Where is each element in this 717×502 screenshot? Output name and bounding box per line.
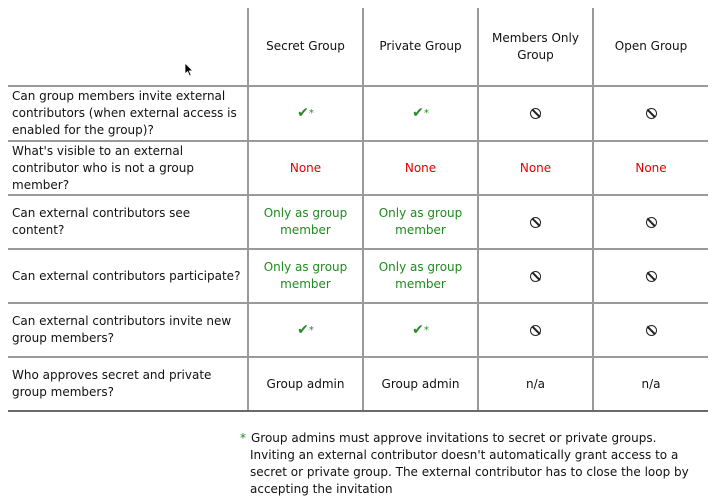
table-cell bbox=[478, 249, 593, 303]
row-question: Can external contributors see content? bbox=[8, 195, 248, 249]
header-row bbox=[8, 8, 708, 86]
table-cell bbox=[478, 86, 593, 141]
cell-value: n/a bbox=[525, 376, 545, 391]
row-question: Can external contributors participate? bbox=[8, 249, 248, 303]
not-allowed-icon bbox=[646, 325, 657, 336]
group-permissions-table bbox=[8, 8, 708, 412]
cell-value: n/a bbox=[641, 376, 661, 391]
row-question: What's visible to an external contributor who is not a group member? bbox=[8, 141, 248, 195]
visibility-value: None bbox=[289, 160, 322, 175]
not-allowed-icon bbox=[530, 325, 541, 336]
asterisk-mark: * bbox=[308, 324, 314, 336]
table-cell bbox=[363, 86, 478, 141]
check-icon: ✔ bbox=[412, 321, 424, 338]
table-row bbox=[8, 357, 708, 411]
asterisk-mark: * bbox=[308, 108, 314, 119]
table-cell bbox=[363, 303, 478, 357]
cell-value: Only as group member bbox=[263, 260, 348, 291]
footnote bbox=[240, 430, 710, 498]
row-question: Can group members invite external contributors (when external access is enabled for the group)? bbox=[8, 86, 248, 141]
table-cell bbox=[248, 86, 363, 141]
visibility-value: None bbox=[635, 160, 667, 175]
table-cell bbox=[363, 141, 478, 195]
cell-value: Only as group member bbox=[263, 206, 348, 237]
cell-value: Only as group member bbox=[378, 206, 463, 237]
check-icon: ✔ bbox=[297, 321, 309, 338]
column-header: Open Group bbox=[593, 8, 708, 86]
table-cell bbox=[593, 249, 708, 303]
column-header: Secret Group bbox=[248, 8, 363, 86]
cell-value: Only as group member bbox=[378, 260, 463, 291]
table-cell bbox=[363, 249, 478, 303]
row-question: Who approves secret and private group members? bbox=[8, 357, 248, 411]
cell-value: Group admin bbox=[381, 376, 460, 391]
table-cell bbox=[593, 303, 708, 357]
footnote-line-2: Inviting an external contributor doesn't automatically grant access to a secret or private group. The external contributor has to close the loop by accepting the invitation bbox=[250, 448, 689, 496]
table-row bbox=[8, 86, 708, 141]
table-cell bbox=[248, 357, 363, 411]
table-cell bbox=[363, 357, 478, 411]
table-cell bbox=[248, 303, 363, 357]
not-allowed-icon bbox=[646, 271, 657, 282]
table-cell bbox=[363, 195, 478, 249]
check-icon: ✔ bbox=[412, 105, 424, 121]
table-cell bbox=[593, 86, 708, 141]
visibility-value: None bbox=[404, 160, 437, 175]
check-icon: ✔ bbox=[297, 105, 309, 121]
asterisk-mark: * bbox=[423, 324, 429, 336]
not-allowed-icon bbox=[646, 217, 657, 228]
footnote-line-1: Group admins must approve invitations to secret or private groups. bbox=[251, 431, 657, 445]
table-cell bbox=[478, 195, 593, 249]
table-cell bbox=[593, 141, 708, 195]
table-cell bbox=[478, 357, 593, 411]
asterisk-mark: * bbox=[423, 108, 429, 119]
table-cell bbox=[478, 303, 593, 357]
not-allowed-icon bbox=[530, 271, 541, 282]
mouse-pointer-icon bbox=[184, 62, 194, 77]
not-allowed-icon bbox=[530, 108, 541, 119]
table-row bbox=[8, 303, 708, 357]
table-cell bbox=[593, 195, 708, 249]
footnote-asterisk: * bbox=[240, 431, 246, 445]
table-cell bbox=[478, 141, 593, 195]
table-row bbox=[8, 141, 708, 195]
header-corner bbox=[8, 8, 248, 86]
column-header: Members Only Group bbox=[478, 8, 593, 86]
cell-value: Group admin bbox=[266, 376, 345, 391]
table-cell bbox=[248, 249, 363, 303]
row-question: Can external contributors invite new group members? bbox=[8, 303, 248, 357]
table-cell bbox=[248, 141, 363, 195]
table-cell bbox=[593, 357, 708, 411]
visibility-value: None bbox=[519, 160, 552, 175]
column-header: Private Group bbox=[363, 8, 478, 86]
table-row bbox=[8, 195, 708, 249]
table-cell bbox=[248, 195, 363, 249]
not-allowed-icon bbox=[530, 217, 541, 228]
not-allowed-icon bbox=[646, 108, 657, 119]
table-row bbox=[8, 249, 708, 303]
